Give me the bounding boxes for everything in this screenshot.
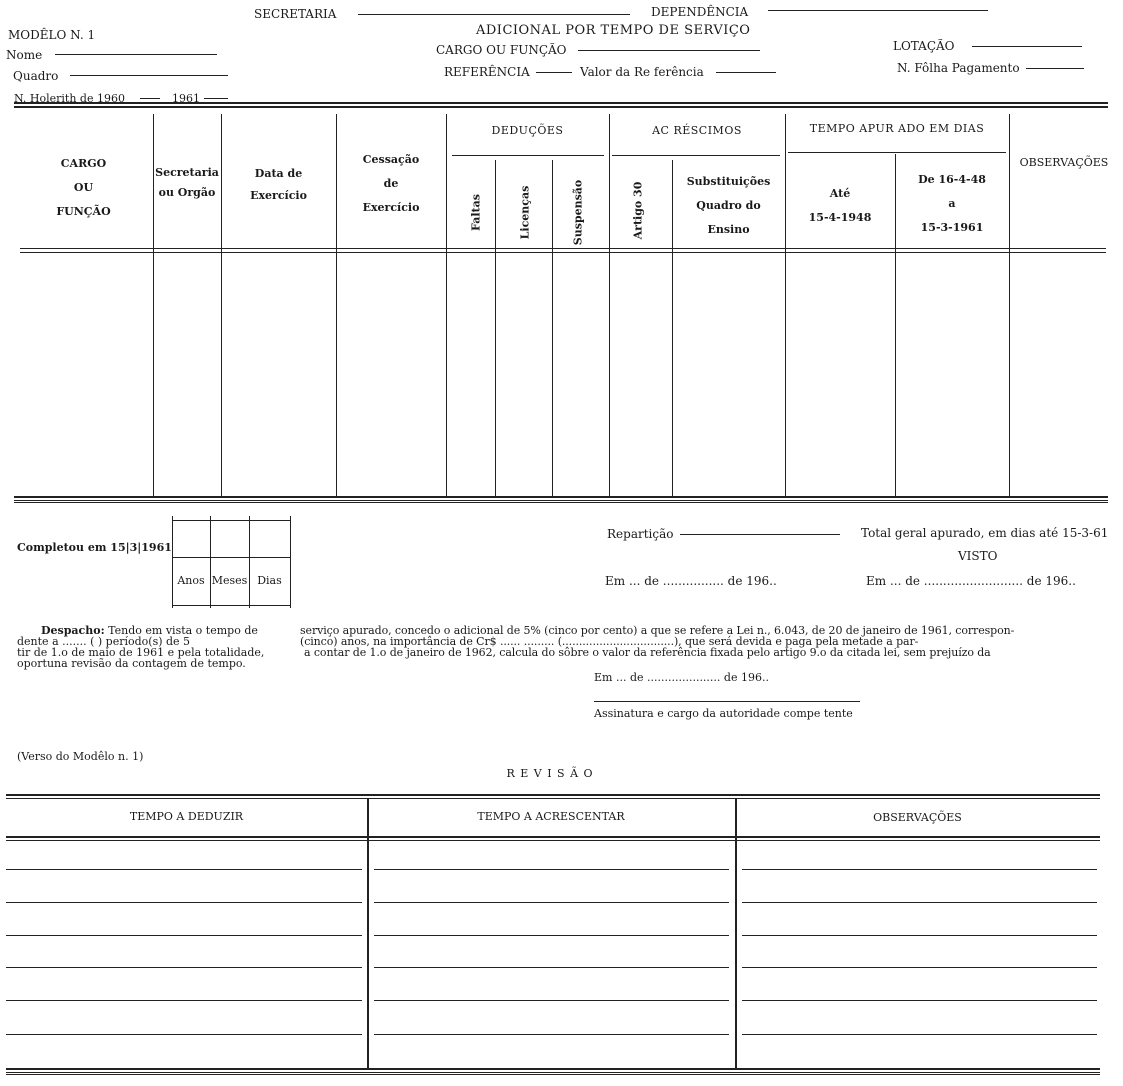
lotacao-field-line[interactable] xyxy=(972,46,1082,47)
em-date-left: Em ... de ................ de 196.. xyxy=(605,574,777,588)
folha-pagamento-field-line[interactable] xyxy=(1026,68,1084,69)
tempo-apurado-underline xyxy=(788,152,1006,153)
revisao-bottom-rule-inner xyxy=(6,1074,1100,1075)
col-divider-6 xyxy=(552,160,553,496)
summary-box-div-2 xyxy=(249,516,250,608)
tempo-deduzir-header: TEMPO A DEDUZIR xyxy=(129,810,244,823)
col-header-acrescimos: AC RÉSCIMOS xyxy=(652,124,742,137)
despacho-line-1: Despacho: Tendo em vista o tempo de xyxy=(41,624,258,637)
meses-label: Meses xyxy=(211,574,248,587)
verso-label: (Verso do Modêlo n. 1) xyxy=(17,750,144,763)
table-row[interactable] xyxy=(742,967,1097,968)
table-header-rule-inner xyxy=(20,252,1106,253)
summary-box-top xyxy=(172,520,290,521)
referencia-field-line[interactable] xyxy=(536,72,572,73)
dependencia-label: DEPENDÊNCIA xyxy=(651,5,749,19)
col-header-cessacao: Cessação de Exercício xyxy=(362,153,420,214)
table-row[interactable] xyxy=(374,869,729,870)
despacho-line-2: dente a ....... ( ) período(s) de 5 xyxy=(17,635,191,648)
table-row[interactable] xyxy=(374,1000,729,1001)
holerith-1960-label: N. Holerith de 1960 xyxy=(14,92,125,105)
col-header-observacoes: OBSERVAÇÕES xyxy=(1019,156,1109,169)
table-row[interactable] xyxy=(742,1000,1097,1001)
despacho-text-2: (cinco) anos, na importância de Cr$ ...... ......... (.................................), que será devida e paga pela metade a par- xyxy=(300,635,919,648)
tempo-acrescentar-header: TEMPO A ACRESCENTAR xyxy=(477,810,625,823)
secretaria-field-line[interactable] xyxy=(358,14,630,15)
table-row[interactable] xyxy=(742,935,1097,936)
summary-box-mid xyxy=(172,557,290,558)
referencia-label: REFERÊNCIA xyxy=(444,65,530,79)
table-header-rule xyxy=(20,248,1106,249)
despacho-text-1: serviço apurado, concedo o adicional de 5% (cinco por cento) a que se refere a Lei n., 6.043, de 20 de janeiro de 1961, correspon- xyxy=(300,624,1015,637)
dependencia-field-line[interactable] xyxy=(768,10,988,11)
table-row[interactable] xyxy=(6,902,362,903)
lotacao-label: LOTAÇÃO xyxy=(893,39,955,53)
table-row[interactable] xyxy=(374,902,729,903)
form-title: ADICIONAL POR TEMPO DE SERVIÇO xyxy=(476,23,751,38)
col-divider-11 xyxy=(1009,114,1010,496)
col-header-secretaria: Secretaria ou Orgão xyxy=(155,166,219,199)
table-row[interactable] xyxy=(742,869,1097,870)
reparticao-label: Repartição xyxy=(607,527,674,541)
total-geral-label: Total geral apurado, em dias até 15-3-61 xyxy=(861,526,1109,540)
table-row[interactable] xyxy=(6,869,362,870)
col-header-suspensao: Suspensão xyxy=(571,179,585,246)
table-row[interactable] xyxy=(374,935,729,936)
col-divider-7 xyxy=(609,114,610,496)
assinatura-label: Assinatura e cargo da autoridade compe tente xyxy=(594,707,853,720)
quadro-label: Quadro xyxy=(13,69,59,83)
anos-label: Anos xyxy=(177,574,205,587)
summary-box-bottom xyxy=(172,605,290,606)
dias-label: Dias xyxy=(257,574,282,587)
holerith-1960-line[interactable] xyxy=(140,98,160,99)
observacoes-header: OBSERVAÇÕES xyxy=(873,811,962,824)
completou-label: Completou em 15|3|1961 xyxy=(17,541,172,554)
table-bottom-rule-inner xyxy=(14,502,1108,503)
col-header-cargo: CARGO OU FUNÇÃO xyxy=(56,157,111,218)
table-row[interactable] xyxy=(6,1000,362,1001)
table-row[interactable] xyxy=(742,1034,1097,1035)
summary-box-div-1 xyxy=(210,516,211,608)
col-header-artigo-30: Artigo 30 xyxy=(631,181,645,240)
despacho-line-3: tir de 1.o de maio de 1961 e pela totalidade, xyxy=(17,646,265,659)
col-header-tempo-apurado: TEMPO APUR ADO EM DIAS xyxy=(809,122,985,135)
despacho-text-3: a contar de 1.o de janeiro de 1962, calcula do sôbre o valor da referência fixada pelo artigo 9.o da citada lei, sem prejuízo da xyxy=(304,646,991,659)
col-header-data-exercicio: Data de Exercício xyxy=(250,167,307,202)
cargo-funcao-label: CARGO OU FUNÇÃO xyxy=(436,43,567,57)
valor-referencia-field-line[interactable] xyxy=(716,72,776,73)
nome-field-line[interactable] xyxy=(55,54,217,55)
col-header-ate: Até 15-4-1948 xyxy=(808,187,872,224)
acrescimos-underline xyxy=(612,155,780,156)
col-divider-4 xyxy=(446,114,447,496)
signature-line[interactable] xyxy=(594,701,860,702)
summary-box-right xyxy=(290,516,291,608)
table-top-rule-inner xyxy=(14,107,1108,108)
col-header-faltas: Faltas xyxy=(469,194,483,231)
col-divider-5 xyxy=(495,160,496,496)
model-number: MODÊLO N. 1 xyxy=(8,28,96,42)
table-row[interactable] xyxy=(742,902,1097,903)
revisao-header-rule xyxy=(6,836,1100,841)
valor-referencia-label: Valor da Re ferência xyxy=(580,65,704,79)
table-row[interactable] xyxy=(6,1034,362,1035)
quadro-field-line[interactable] xyxy=(70,75,228,76)
summary-box-left xyxy=(172,516,173,608)
col-header-deducoes: DEDUÇÕES xyxy=(491,124,564,137)
nome-label: Nome xyxy=(6,48,43,62)
folha-pagamento-label: N. Fôlha Pagamento xyxy=(897,61,1020,75)
col-divider-9 xyxy=(785,114,786,496)
table-row[interactable] xyxy=(374,967,729,968)
deducoes-underline xyxy=(452,155,604,156)
despacho-line-4: oportuna revisão da contagem de tempo. xyxy=(17,657,246,670)
revisao-title: R E V I S Ã O xyxy=(506,767,594,780)
table-row[interactable] xyxy=(6,935,362,936)
col-header-de: De 16-4-48 a 15-3-1961 xyxy=(918,173,986,234)
despacho-em-date: Em ... de ..................... de 196.. xyxy=(594,671,769,684)
col-header-substituicoes: Substituições Quadro do Ensino xyxy=(686,175,771,236)
table-row[interactable] xyxy=(374,1034,729,1035)
revisao-bottom-rule xyxy=(6,1068,1100,1073)
holerith-1961-line[interactable] xyxy=(204,98,228,99)
secretaria-label: SECRETARIA xyxy=(254,7,337,21)
col-header-licencas: Licenças xyxy=(518,185,532,240)
visto-label: VISTO xyxy=(958,549,998,563)
revisao-top-rule xyxy=(6,794,1100,799)
cargo-funcao-field-line[interactable] xyxy=(578,50,760,51)
table-bottom-rule xyxy=(14,496,1108,501)
holerith-1961-label: 1961 xyxy=(172,92,200,105)
em-date-right: Em ... de .......................... de 196.. xyxy=(866,574,1076,588)
reparticao-field-line[interactable] xyxy=(680,534,840,535)
table-row[interactable] xyxy=(6,967,362,968)
